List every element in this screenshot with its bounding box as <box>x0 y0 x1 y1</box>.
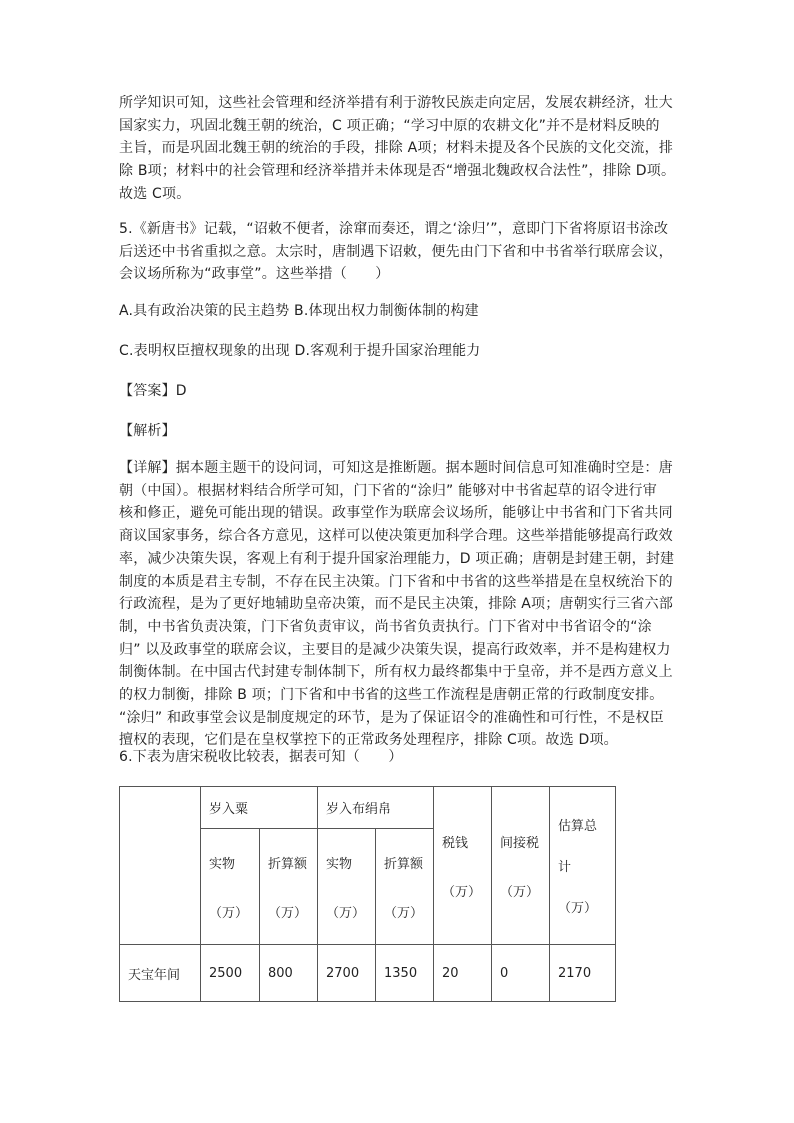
header-text: 折算额 <box>384 856 424 872</box>
text-line: 故选 C项。 <box>119 185 191 202</box>
table-cell: 2700 <box>318 945 376 1002</box>
header-text: 实物 <box>326 856 353 872</box>
tax-comparison-table <box>119 786 616 1002</box>
text-line: 会议场所称为“政事堂”。这些举措（ ） <box>119 266 390 283</box>
text-line: 制，中书省负责决策，门下省负责审议，尚书省负责执行。门下省对中书省诏令的“涂 <box>119 618 652 635</box>
header-text: 折算额 <box>268 856 308 872</box>
text-line: 制度的本质是君主专制，不存在民主决策。门下省和中书省的这些举措是在皇权统治下的 <box>119 573 673 590</box>
header-grain: 岁入粟 <box>201 787 318 829</box>
answer-label <box>119 380 679 403</box>
table-cell: 2170 <box>550 945 616 1002</box>
header-unit: （万） <box>558 901 598 916</box>
subheader-converted <box>260 829 318 945</box>
header-unit: （万） <box>209 905 249 921</box>
options-line: C.表明权臣擅权现象的出现 D.客观利于提升国家治理能力 <box>119 343 481 359</box>
text-line: 的权力制衡，排除 B 项；门下省和中书省的这些工作流程是唐朝正常的行政制度安排。 <box>119 687 664 704</box>
text-line: 擅权的表现，它们是在皇权掌控下的正常政务处理程序，排除 C项。故选 D项。 <box>119 732 618 749</box>
text-line: 所学知识可知，这些社会管理和经济举措有利于游牧民族走向定居，发展农耕经济，壮大 <box>119 95 673 111</box>
text-line: 行政流程，是为了更好地辅助皇帝决策，而不是民主决策，排除 A项；唐朝实行三省六部 <box>119 596 674 613</box>
text-line: 商议国家事务，综合各方意见，这样可以使决策更加科学合理。这些举措能够提高行政效 <box>119 528 673 545</box>
table-row <box>120 945 616 1002</box>
header-text: 估算总 <box>558 819 598 834</box>
table-cell: 2500 <box>201 945 260 1002</box>
question-5-options-cd <box>119 340 679 363</box>
header-text: 间接税 <box>500 835 540 851</box>
header-unit: （万） <box>442 884 482 900</box>
question-5-options-ab <box>119 300 679 323</box>
text-line: 国家实力，巩固北魏王朝的统治，C 项正确；“学习中原的农耕文化”并不是材料反映的 <box>119 117 660 134</box>
header-unit: （万） <box>268 905 308 921</box>
options-line: A.具有政治决策的民主趋势 B.体现出权力制衡体制的构建 <box>119 303 479 319</box>
text-line: 5.《新唐书》记载，“诏敕不便者，涂窜而奏还，谓之‘涂归’”，意即门下省将原诏书涂改 <box>119 221 669 237</box>
header-unit: （万） <box>326 905 366 921</box>
analysis-label <box>119 420 679 443</box>
header-unit: （万） <box>384 905 424 921</box>
table-cell: 0 <box>492 945 550 1002</box>
subheader-actual <box>318 829 376 945</box>
table-header-row <box>120 787 616 829</box>
header-indirect-tax <box>492 787 550 945</box>
header-text: 实物 <box>209 856 236 872</box>
subheader-actual <box>201 829 260 945</box>
header-estimated-total <box>550 787 616 945</box>
question-6-stem <box>119 746 679 769</box>
text-line: 主旨，而是巩固北魏王朝的统治的手段，排除 A项；材料未提及各个民族的文化交流，排 <box>119 140 674 157</box>
text-line: 率，减少决策失误，客观上有利于提升国家治理能力，D 项正确；唐朝是封建王朝，封建 <box>119 550 675 567</box>
header-tax-money <box>434 787 492 945</box>
table-cell: 1350 <box>376 945 434 1002</box>
analysis-heading: 【解析】 <box>119 423 176 439</box>
text-line: 【详解】据本题主题干的设问词，可知这是推断题。据本题时间信息可知准确时空是：唐 <box>119 460 673 476</box>
question-5-detail <box>119 457 679 752</box>
text-line: 核和修正，避免可能出现的错误。政事堂作为联席会议场所，能够让中书省和门下省共同 <box>119 505 673 522</box>
row-label: 天宝年间 <box>120 945 201 1002</box>
table-cell: 800 <box>260 945 318 1002</box>
para-continuation <box>119 92 679 206</box>
text-line: 除 B项；材料中的社会管理和经济举措并未体现是否“增强北魏政权合法性”，排除 D项。 <box>119 163 676 180</box>
table-corner-cell <box>120 787 201 945</box>
text-line: 6.下表为唐宋税收比较表，据表可知（ ） <box>119 749 403 765</box>
header-unit: （万） <box>500 884 540 900</box>
question-5-stem <box>119 218 679 286</box>
text-line: 朝（中国）。根据材料结合所学可知，门下省的“涂归” 能够对中书省起草的诏令进行审 <box>119 482 657 499</box>
text-line: 制衡体制。在中国古代封建专制体制下，所有权力最终都集中于皇帝，并不是西方意义上 <box>119 664 673 681</box>
subheader-converted <box>376 829 434 945</box>
header-text: 税钱 <box>442 835 469 851</box>
answer-text: 【答案】D <box>119 383 187 399</box>
header-cloth: 岁入布绢帛 <box>318 787 434 829</box>
text-line: 后送还中书省重拟之意。太宗时，唐制遇下诏敕，便先由门下省和中书省举行联席会议， <box>119 243 673 260</box>
table-cell: 20 <box>434 945 492 1002</box>
text-line: 归” 以及政事堂的联席会议，主要目的是减少决策失误，提高行政效率，并不是构建权力 <box>119 641 671 658</box>
header-text: 计 <box>558 860 572 875</box>
text-line: “涂归” 和政事堂会议是制度规定的环节，是为了保证诏令的准确性和可行性，不是权臣 <box>119 709 664 726</box>
